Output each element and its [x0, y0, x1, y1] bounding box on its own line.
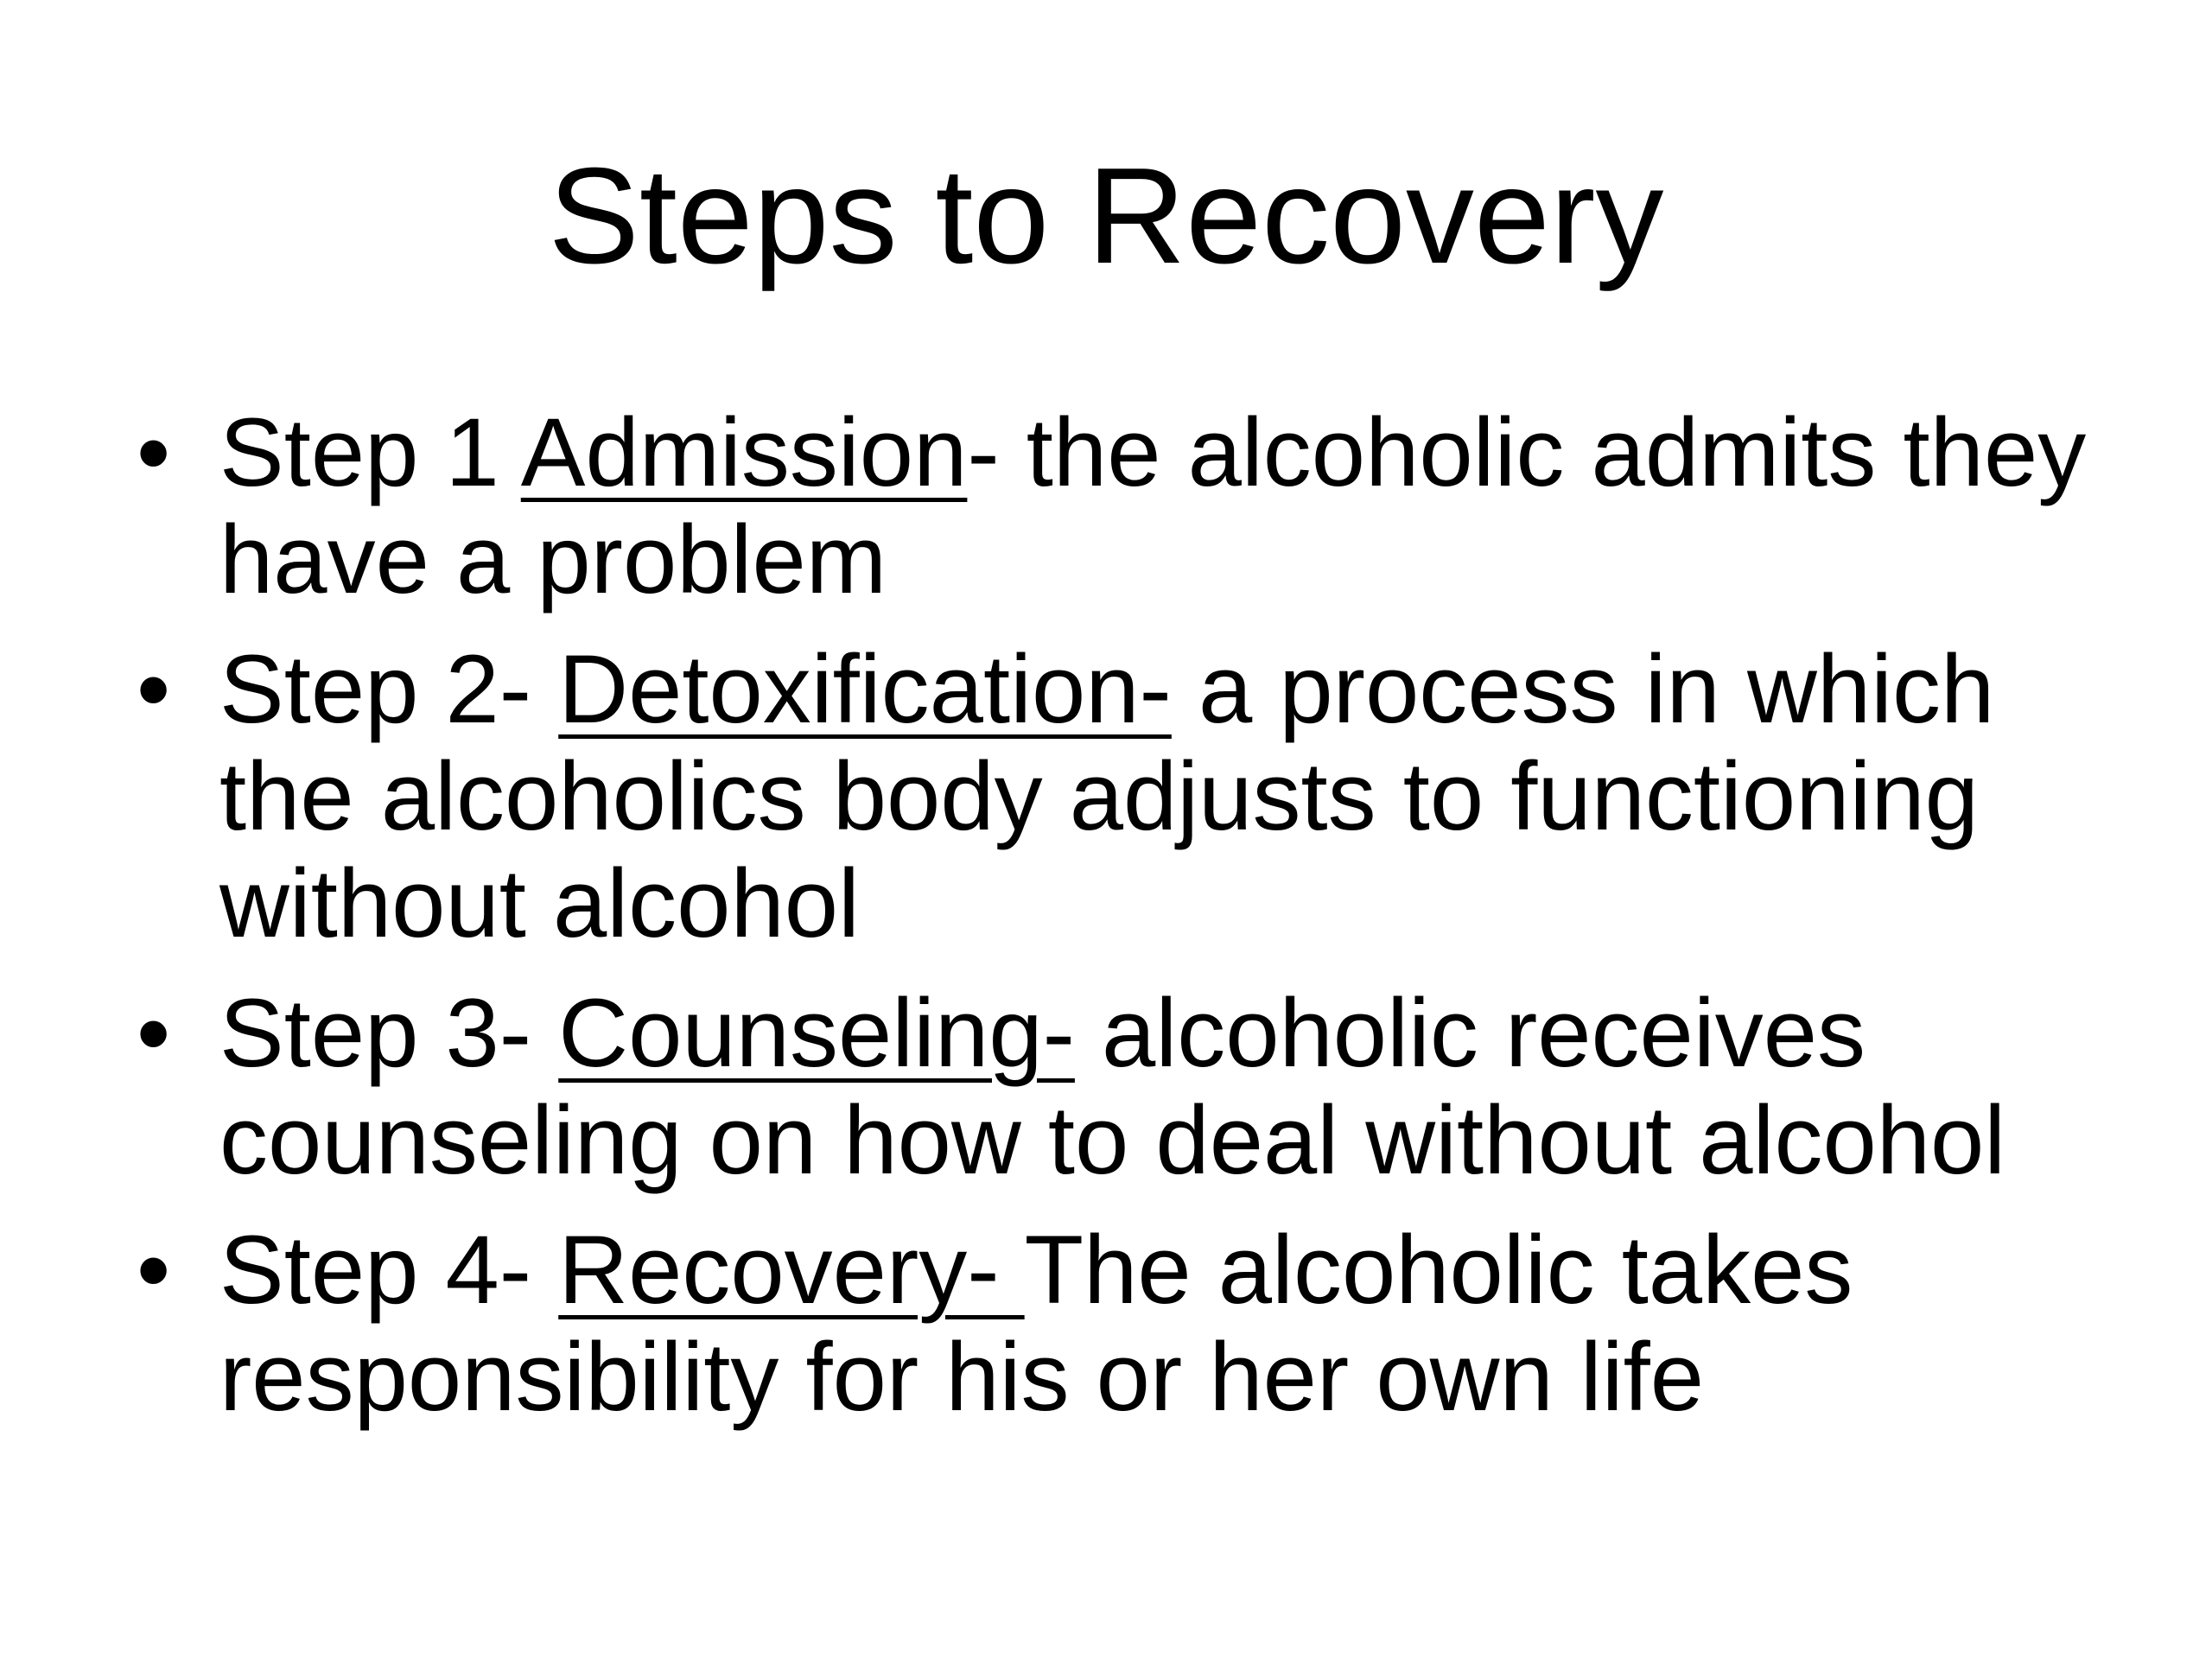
step-label: Step 4-: [219, 1216, 559, 1324]
step-description: a process in which the alcoholics body adjusts to functioning without alcohol: [219, 635, 1995, 957]
bullet-icon: •: [137, 1216, 171, 1324]
bullet-icon: •: [137, 635, 171, 743]
bullet-icon: •: [137, 398, 171, 506]
step-description: - the alcoholic admits they have a problem: [219, 398, 2087, 613]
step-label: Step 3-: [219, 979, 559, 1087]
step-4-item: [137, 1217, 2124, 1431]
step-label: Step 1: [219, 398, 521, 506]
step-3-item: [137, 980, 2124, 1194]
bullet-icon: •: [137, 979, 171, 1087]
step-term: Recovery-: [558, 1216, 1025, 1324]
steps-list: [137, 399, 2124, 1431]
slide-title: Steps to Recovery: [548, 140, 1664, 292]
step-description: alcoholic receives counseling on how to deal without alcohol: [219, 979, 2006, 1194]
step-label: Step 2-: [219, 635, 559, 743]
step-1-item: [137, 399, 2124, 613]
step-2-item: [137, 636, 2124, 957]
step-term: Counseling-: [558, 979, 1075, 1087]
step-term: Detoxification-: [558, 635, 1172, 743]
step-description: The alcoholic takes responsibility for his or her own life: [219, 1216, 1853, 1431]
step-term: Admission: [520, 398, 968, 506]
